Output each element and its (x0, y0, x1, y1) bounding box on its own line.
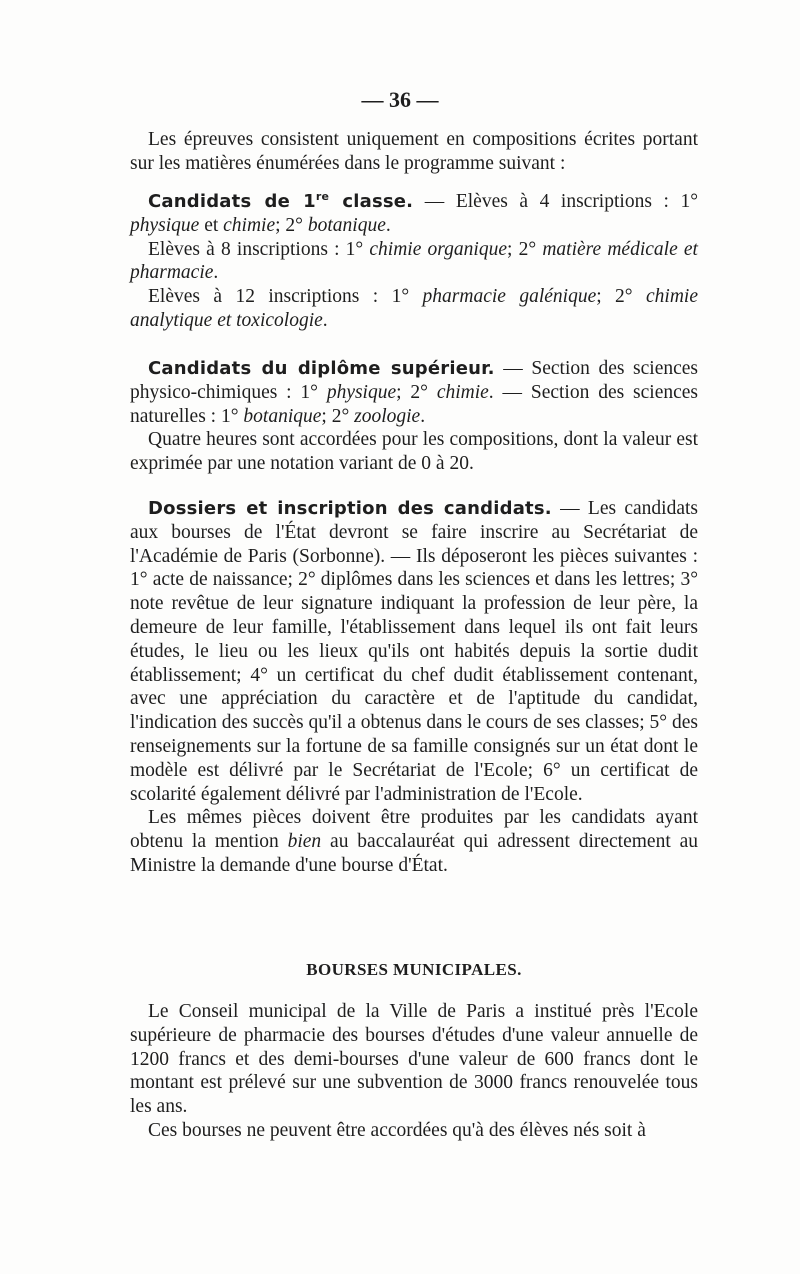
diploma-heading: Candidats du diplôme supérieur. (148, 358, 495, 379)
dossiers-heading: Dossiers et inscription des candidats. (148, 498, 552, 519)
text-run: . (322, 309, 328, 331)
bourses-section (130, 1000, 698, 1143)
text-run: ; 2° (596, 286, 647, 308)
text-run: Elèves à 12 inscriptions : 1° (148, 286, 423, 308)
first-class-heading (148, 191, 413, 212)
dossiers-paragraph (130, 497, 698, 806)
text-run: et (199, 214, 224, 236)
four-hours-paragraph: Quatre heures sont accordées pour les compositions, dont la valeur est exprimée par une notation variant de 0 à 20. (130, 429, 698, 475)
dossiers-body: — Les candidats aux bourses de l'État devront se faire inscrire au Secrétariat de l'Académie de Paris (Sorbonne). — Ils déposeront les pièces suivantes : 1° acte de naissance; 2° diplômes dans les sciences et dans les lettres; 3° note revêtue de leur signature indiquant la profession de leur père, la demeure de leur famille, l'établissement dans lequel ils ont fait leurs études, le lieu ou les lieux qu'ils ont habités depuis la sortie dudit établissement; 4° un certificat du chef dudit établissement contenant, avec une appréciation du caractère et de l'aptitude du candidat, l'indication des succès qu'il a obtenus dans le cours de ses classes; 5° des renseignements sur la fortune de sa famille consignés sur un état dont le modèle est délivré par le Secrétariat de l'Ecole; 6° un certificat de scolarité également délivré par l'administration de l'Ecole. (130, 498, 698, 805)
italic-run: bien (287, 831, 322, 853)
section-title: BOURSES MUNICIPALES. (306, 960, 522, 979)
heading-text: Candidats de 1 (148, 191, 316, 212)
diploma-paragraph (130, 357, 698, 428)
heading-text-end: classe. (329, 191, 414, 212)
italic-run: chimie (436, 381, 489, 403)
text-run: Les mêmes pièces doivent être produites par les candidats ayant obtenu la mention (130, 807, 698, 853)
intro-paragraph: Les épreuves consistent uniquement en compositions écrites portant sur les matières énumérées dans le programme suivant : (130, 129, 698, 174)
page-number: — 36 — (361, 87, 439, 112)
text-run: ; 2° (396, 381, 437, 403)
dossiers-section (130, 497, 698, 878)
italic-run: matière médicale et pharmacie (130, 238, 698, 284)
eight-inscriptions-paragraph (130, 238, 698, 286)
first-class-section (130, 190, 698, 333)
text-run: . (385, 214, 391, 236)
heading-superscript: re (315, 190, 330, 203)
italic-run: chimie (223, 214, 276, 236)
first-class-paragraph (130, 190, 698, 238)
italic-run: chimie analytique et toxicologie (130, 286, 698, 331)
conditions-paragraph: Ces bourses ne peuvent être accordées qu'à des élèves nés soit à (148, 1119, 646, 1141)
italic-run: physique (130, 214, 200, 236)
italic-run: chimie organique (369, 238, 507, 260)
intro-section (130, 128, 698, 176)
italic-run: pharmacie galénique (422, 286, 597, 308)
text-run: au baccalauréat qui adressent directement au Ministre la demande d'une bourse d'État. (130, 831, 699, 876)
diploma-section (130, 357, 698, 476)
text-run: . (420, 405, 426, 427)
italic-run: botanique (307, 214, 386, 236)
same-documents-paragraph (130, 806, 698, 877)
text-run: . (213, 262, 219, 284)
italic-run: physique (326, 381, 397, 403)
text-run: Elèves à 8 inscriptions : 1° (148, 238, 370, 260)
text-run: . — Section des sciences naturelles : 1° (130, 381, 699, 427)
text-run: — Section des sciences physico-chimiques : 1° (130, 358, 699, 403)
italic-run: zoologie (354, 405, 421, 427)
italic-run: botanique (243, 405, 322, 427)
text-run: ; 2° (275, 214, 308, 236)
twelve-inscriptions-paragraph (130, 285, 698, 333)
municipal-paragraph: Le Conseil municipal de la Ville de Paris a institué près l'Ecole supérieure de pharmacie des bourses d'études d'une valeur annuelle de 1200 francs et des demi-bourses d'une valeur de 600 francs dont le montant est prélevé sur une subvention de 3000 francs renouvelée tous les ans. (130, 1001, 698, 1118)
text-run: ; 2° (507, 238, 543, 260)
text-run: — Elèves à 4 inscriptions : 1° (413, 191, 698, 212)
text-run: ; 2° (321, 405, 355, 427)
